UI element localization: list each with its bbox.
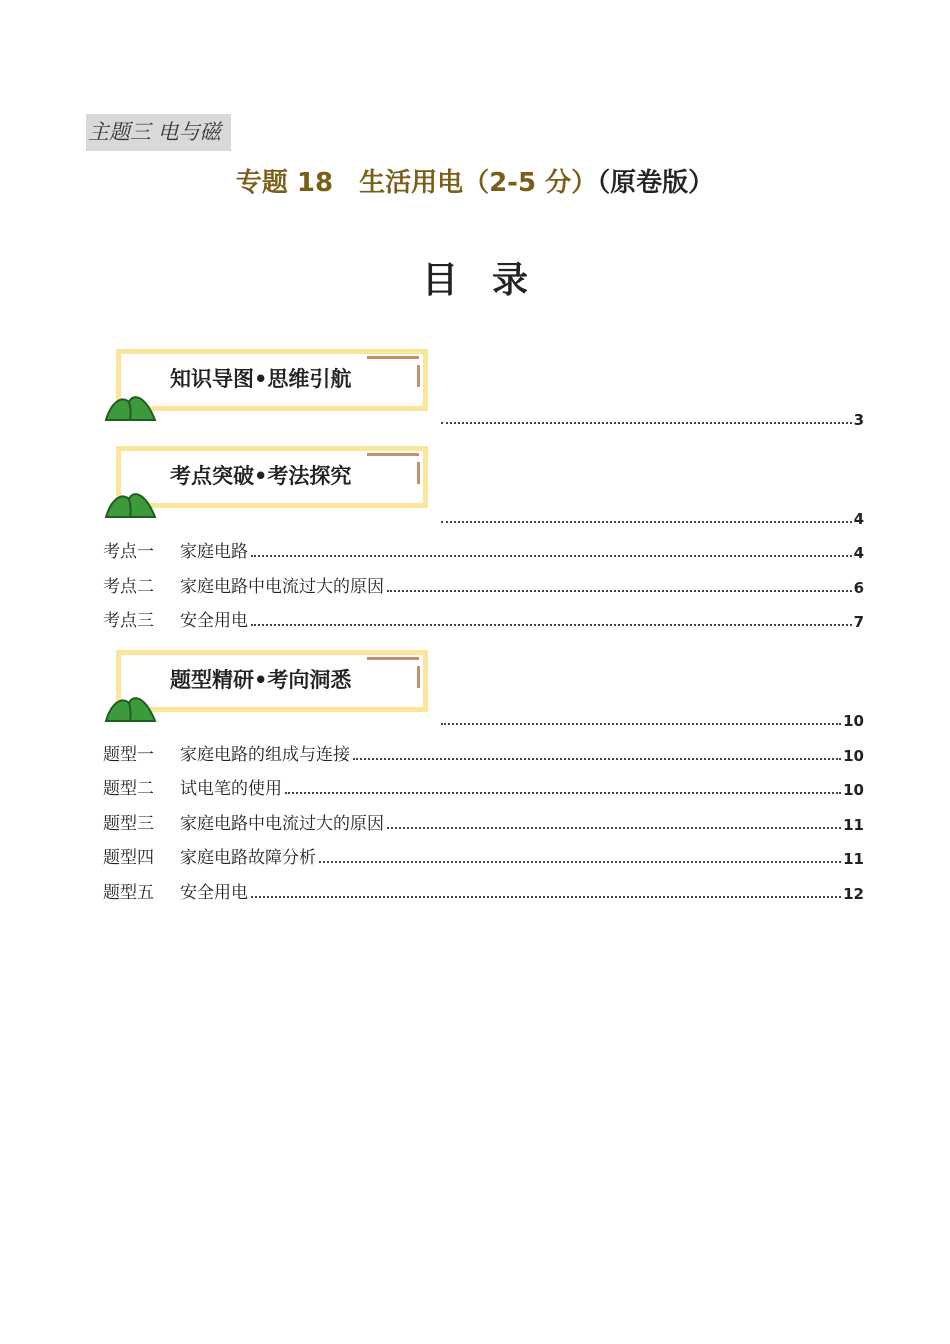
banner-label: 题型精研•考向洞悉	[170, 668, 352, 692]
entry-category: 考点二	[103, 577, 154, 597]
mountain-icon	[105, 389, 157, 421]
title-main: 专题 18 生活用电（2-5 分）	[235, 168, 598, 198]
toc-entry[interactable]	[103, 810, 864, 834]
toc-entry[interactable]	[103, 607, 864, 631]
toc-entry-keypoints[interactable]	[441, 508, 864, 528]
leader-dots	[251, 896, 841, 898]
page-number: 10	[843, 712, 864, 730]
banner-decoration	[417, 666, 420, 688]
section-banner-mindmap[interactable]	[105, 349, 435, 427]
entry-category: 题型四	[103, 848, 154, 868]
page-number: 10	[843, 781, 864, 799]
section-banner-questiontypes[interactable]	[105, 650, 435, 728]
banner-decoration	[367, 453, 419, 456]
banner-decoration	[367, 356, 419, 359]
toc-entry[interactable]	[103, 844, 864, 868]
leader-dots	[441, 723, 841, 725]
entry-category: 考点三	[103, 611, 154, 631]
toc-entry-questiontypes[interactable]	[441, 710, 864, 730]
leader-dots	[387, 827, 841, 829]
entry-title: 家庭电路	[180, 542, 248, 562]
page-number: 6	[853, 579, 864, 597]
banner-label: 考点突破•考法探究	[170, 464, 352, 488]
banner-decoration	[417, 365, 420, 387]
section-banner-keypoints[interactable]	[105, 446, 435, 524]
page-number: 10	[843, 747, 864, 765]
entry-title: 试电笔的使用	[180, 779, 282, 799]
entry-title: 家庭电路中电流过大的原因	[180, 577, 384, 597]
page-number: 7	[853, 613, 864, 631]
page-number: 11	[843, 816, 864, 834]
toc-entry[interactable]	[103, 775, 864, 799]
mountain-icon	[105, 486, 157, 518]
mountain-icon	[105, 690, 157, 722]
leader-dots	[441, 422, 852, 424]
entry-category: 考点一	[103, 542, 154, 562]
entry-title: 安全用电	[180, 611, 248, 631]
entry-category: 题型五	[103, 883, 154, 903]
topic-tag: 主题三 电与磁	[86, 114, 231, 151]
toc-heading: 目录	[421, 260, 562, 301]
entry-title: 家庭电路中电流过大的原因	[180, 814, 384, 834]
page-number: 12	[843, 885, 864, 903]
leader-dots	[285, 792, 841, 794]
toc-entry[interactable]	[103, 573, 864, 597]
leader-dots	[387, 590, 852, 592]
leader-dots	[251, 555, 852, 557]
page-number: 3	[853, 411, 864, 429]
banner-label: 知识导图•思维引航	[170, 367, 352, 391]
entry-category: 题型二	[103, 779, 154, 799]
banner-decoration	[417, 462, 420, 484]
entry-category: 题型一	[103, 745, 154, 765]
toc-entry[interactable]	[103, 538, 864, 562]
leader-dots	[353, 758, 841, 760]
entry-title: 安全用电	[180, 883, 248, 903]
title-version: （原卷版）	[597, 168, 715, 198]
page-number: 11	[843, 850, 864, 868]
document-title	[0, 162, 950, 199]
banner-decoration	[367, 657, 419, 660]
entry-category: 题型三	[103, 814, 154, 834]
entry-title: 家庭电路的组成与连接	[180, 745, 350, 765]
page-number: 4	[853, 510, 864, 528]
page-number: 4	[853, 544, 864, 562]
leader-dots	[319, 861, 841, 863]
entry-title: 家庭电路故障分析	[180, 848, 316, 868]
toc-entry[interactable]	[103, 741, 864, 765]
toc-entry[interactable]	[103, 879, 864, 903]
leader-dots	[441, 521, 852, 523]
leader-dots	[251, 624, 852, 626]
toc-entry-mindmap[interactable]	[441, 409, 864, 429]
